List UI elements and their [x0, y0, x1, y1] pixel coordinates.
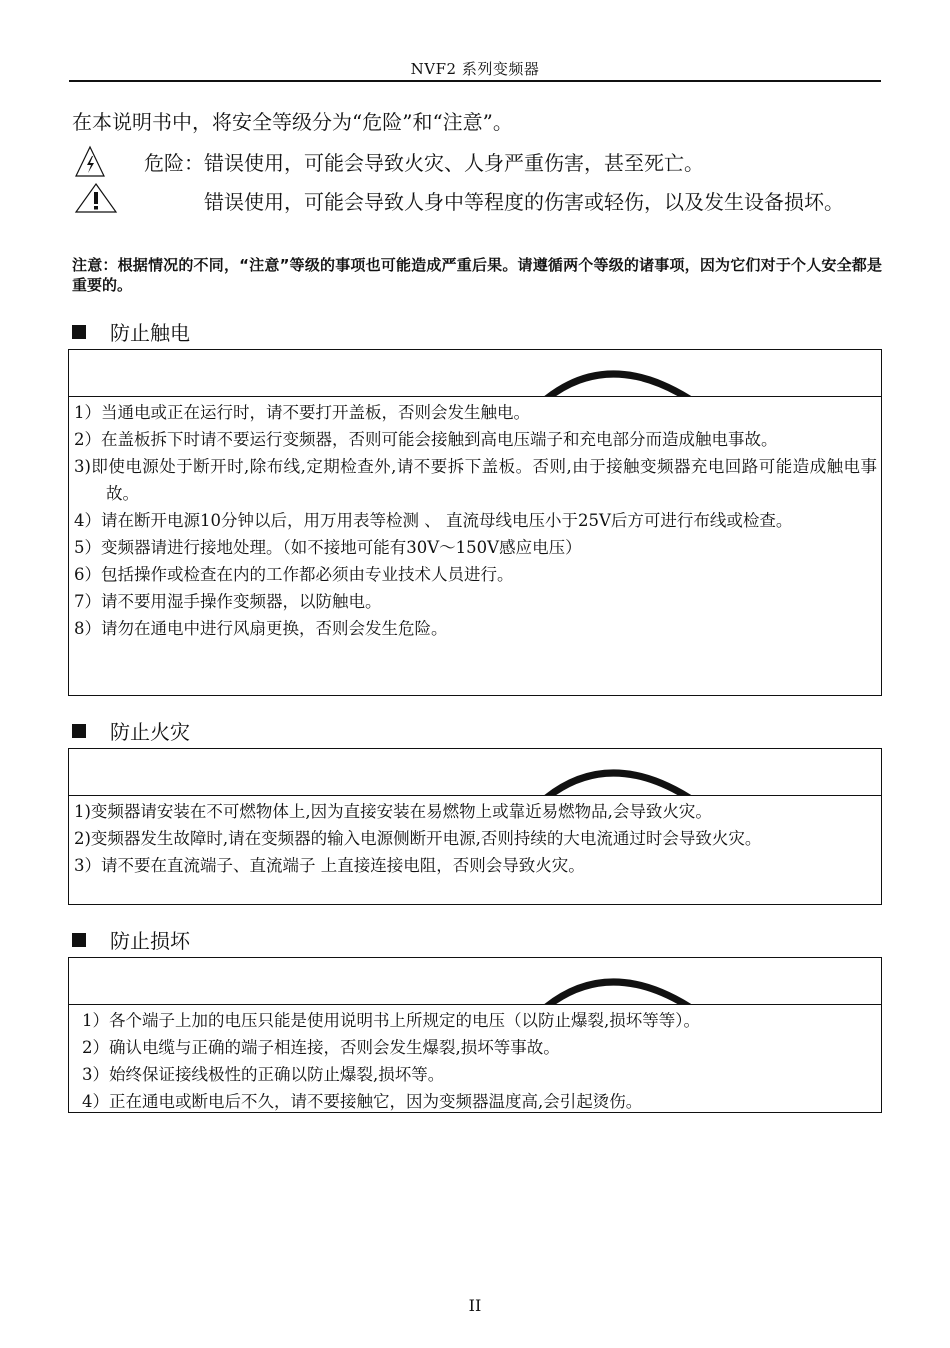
page-number: II: [468, 1296, 482, 1315]
list-item: 5）变频器请进行接地处理。（如不接地可能有30V～150V感应电压）: [74, 538, 582, 557]
caution-text: 错误使用，可能会导致人身中等程度的伤害或轻伤，以及发生设备损坏。: [204, 190, 844, 214]
danger-definition: [72, 145, 882, 179]
item-list: [69, 397, 881, 642]
warning-arc-icon: [539, 970, 709, 1005]
list-item: 1）当通电或正在运行时，请不要打开盖板，否则会发生触电。: [74, 403, 530, 422]
caution-definition: [72, 182, 882, 214]
section-heading-electric-shock: [72, 317, 190, 346]
header-title: NVF2 系列变频器: [410, 60, 540, 78]
warning-band: [69, 350, 881, 397]
list-item: 4）请在断开电源10分钟以后，用万用表等检测 、 直流母线电压小于25V后方可进行布线或检查。: [74, 511, 793, 530]
section-heading-text: 防止触电: [110, 321, 190, 345]
list-item: 1)变频器请安装在不可燃物体上,因为直接安装在易燃物上或靠近易燃物品,会导致火灾。: [74, 802, 712, 821]
square-bullet-icon: [72, 724, 86, 738]
list-item: 2）确认电缆与正确的端子相连接，否则会发生爆裂,损坏等事故。: [82, 1038, 560, 1057]
square-bullet-icon: [72, 933, 86, 947]
exclamation-warning-icon: [74, 182, 118, 218]
header-rule: [69, 80, 881, 82]
square-bullet-icon: [72, 325, 86, 339]
lightning-warning-icon: [74, 145, 106, 183]
section-box-fire: [68, 748, 882, 905]
danger-text: 危险：错误使用，可能会导致火灾、人身严重伤害，甚至死亡。: [144, 151, 704, 175]
warning-band: [69, 958, 881, 1005]
warning-arc-icon: [539, 362, 709, 397]
section-box-damage: [68, 957, 882, 1113]
section-heading-text: 防止火灾: [110, 720, 190, 744]
warning-band: [69, 749, 881, 796]
section-box-electric-shock: [68, 349, 882, 696]
section-heading-fire: [72, 716, 190, 745]
list-item: 4）正在通电或断电后不久，请不要接触它，因为变频器温度高,会引起烫伤。: [82, 1092, 643, 1111]
item-list: [69, 1005, 881, 1115]
list-item: 2)变频器发生故障时,请在变频器的输入电源侧断开电源,否则持续的大电流通过时会导致火灾。: [74, 829, 762, 848]
intro-text: 在本说明书中，将安全等级分为“危险”和“注意”。: [72, 110, 513, 134]
list-item: 3)即使电源处于断开时,除布线,定期检查外,请不要拆下盖板。否则,由于接触变频器充电回路可能造成触电事故。: [74, 457, 877, 503]
list-item: 3）请不要在直流端子、直流端子 上直接连接电阻，否则会导致火灾。: [74, 856, 585, 875]
list-item: 6）包括操作或检查在内的工作都必须由专业技术人员进行。: [74, 565, 514, 584]
list-item: 7）请不要用湿手操作变频器，以防触电。: [74, 592, 382, 611]
section-heading-damage: [72, 925, 190, 954]
safety-note: 注意：根据情况的不同，“注意”等级的事项也可能造成严重后果。请遵循两个等级的诸事项，因为它们对于个人安全都是重要的。: [72, 256, 882, 294]
warning-arc-icon: [539, 761, 709, 796]
item-list: [69, 796, 881, 879]
list-item: 1）各个端子上加的电压只能是使用说明书上所规定的电压（以防止爆裂,损坏等等）。: [82, 1011, 700, 1030]
list-item: 8）请勿在通电中进行风扇更换，否则会发生危险。: [74, 619, 448, 638]
section-heading-text: 防止损坏: [110, 929, 190, 953]
list-item: 3）始终保证接线极性的正确以防止爆裂,损坏等。: [82, 1065, 445, 1084]
list-item: 2）在盖板拆下时请不要运行变频器，否则可能会接触到高电压端子和充电部分而造成触电事故。: [74, 430, 778, 449]
